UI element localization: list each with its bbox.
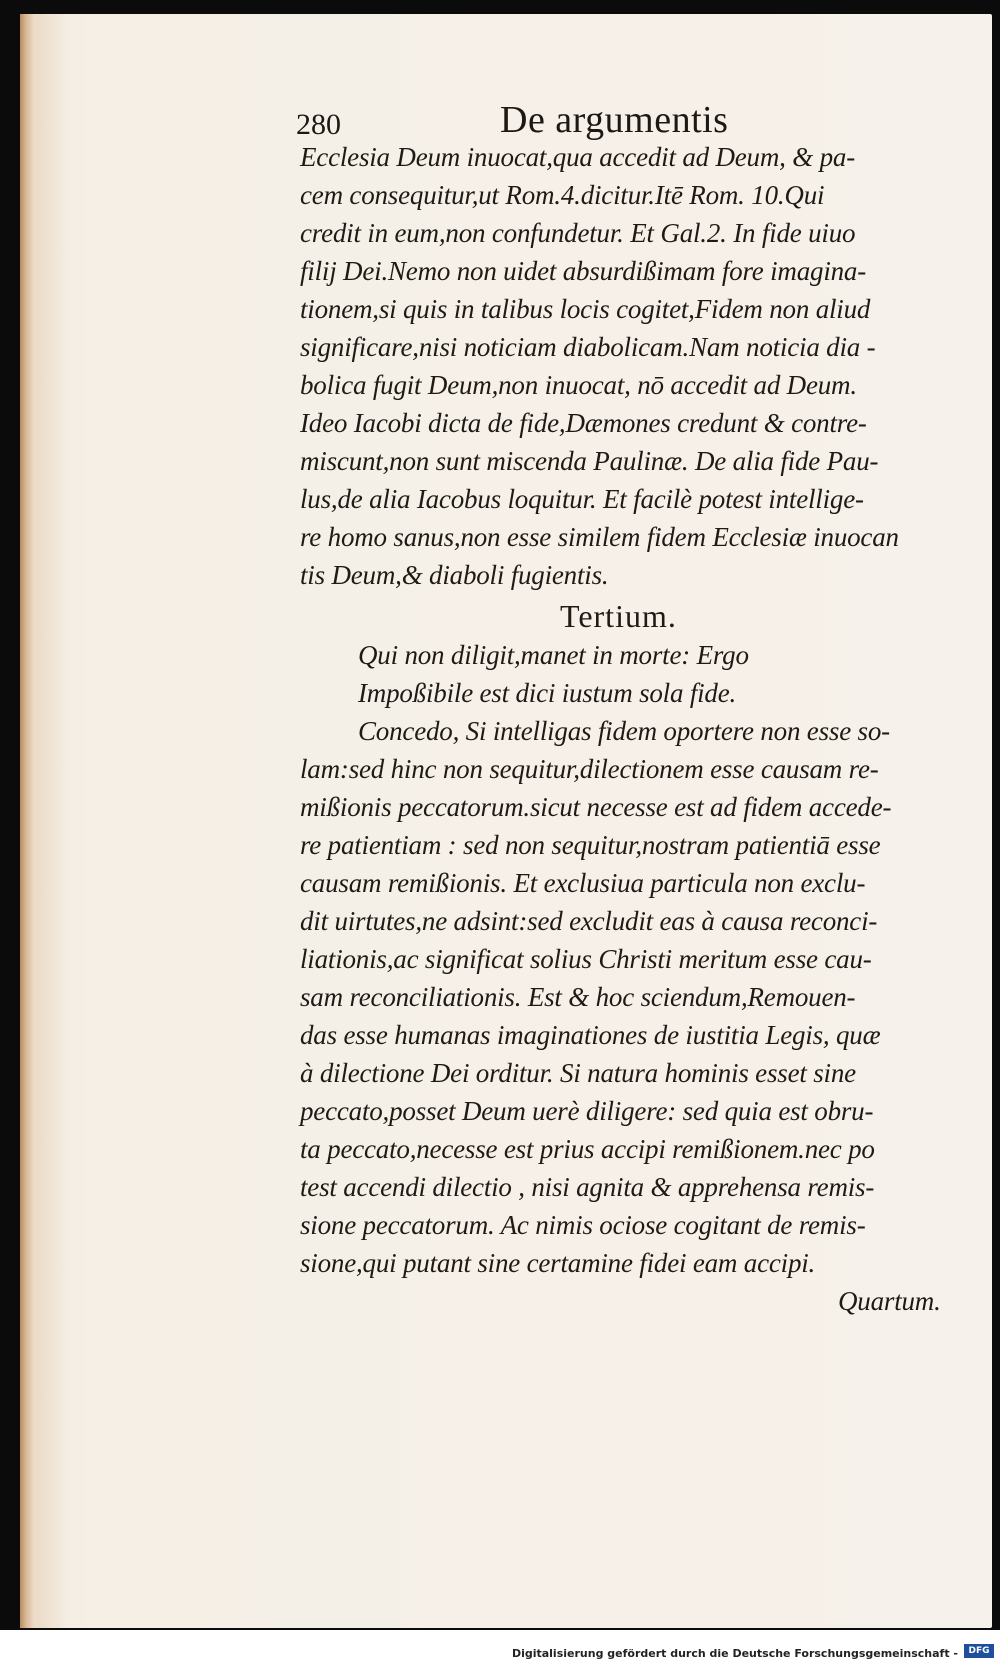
response-line: test accendi dilectio , nisi agnita & apprehensa remis- (300, 1172, 875, 1202)
argument-line: Impoßibile est dici iustum sola fide. (358, 678, 737, 708)
section-heading: Tertium. (560, 598, 677, 634)
body-line: filij Dei.Nemo non uidet absurdißimam fore imagina- (300, 256, 867, 286)
dfg-logo-icon: DFG (964, 1644, 994, 1658)
response-line: das esse humanas imaginationes de iustitia Legis, quæ (300, 1020, 881, 1050)
response-line: mißionis peccatorum.sicut necesse est ad fidem accede- (300, 792, 892, 822)
response-line: peccato,posset Deum uerè diligere: sed quia est obru- (300, 1096, 874, 1126)
body-line: miscunt,non sunt miscenda Paulinæ. De alia fide Pau- (300, 446, 879, 476)
response-line: Concedo, Si intelligas fidem oportere non esse so- (358, 716, 890, 746)
response-line: liationis,ac significat solius Christi meritum esse cau- (300, 944, 872, 974)
response-line: sione,qui putant sine certamine fidei eam accipi. (300, 1248, 816, 1278)
argument-line: Qui non diligit,manet in morte: Ergo (358, 640, 749, 670)
page-number: 280 (296, 108, 341, 141)
response-line: sam reconciliationis. Est & hoc sciendum,Remouen- (300, 982, 856, 1012)
funding-credit: Digitalisierung gefördert durch die Deutsche Forschungsgemeinschaft - (511, 1647, 958, 1660)
response-line: dit uirtutes,ne adsint:sed excludit eas à causa reconci- (300, 906, 878, 936)
running-title: De argumentis (500, 99, 729, 141)
body-line: cem consequitur,ut Rom.4.dicitur.Itē Rom. 10.Qui (300, 180, 825, 210)
response-line: sione peccatorum. Ac nimis ociose cogitant de remis- (300, 1210, 866, 1240)
body-line: tionem,si quis in talibus locis cogitet,Fidem non aliud (300, 294, 871, 324)
body-line: re homo sanus,non esse similem fidem Ecclesiæ inuocan (300, 522, 899, 552)
body-line: Ideo Iacobi dicta de fide,Dæmones credunt & contre- (300, 408, 867, 438)
body-line: lus,de alia Iacobus loquitur. Et facilè potest intellige- (300, 484, 864, 514)
response-line: lam:sed hinc non sequitur,dilectionem esse causam re- (300, 754, 879, 784)
body-line: credit in eum,non confundetur. Et Gal.2. In fide uiuo (300, 218, 856, 248)
body-line: tis Deum,& diaboli fugientis. (300, 560, 609, 590)
response-line: à dilectione Dei orditur. Si natura hominis esset sine (300, 1058, 856, 1088)
response-line: re patientiam : sed non sequitur,nostram patientiā esse (300, 830, 881, 860)
response-line: ta peccato,necesse est prius accipi remißionem.nec po (300, 1134, 875, 1164)
body-line: bolica fugit Deum,non inuocat, nō accedit ad Deum. (300, 370, 857, 400)
page-gutter-edge (20, 14, 68, 1628)
body-line: Ecclesia Deum inuocat,qua accedit ad Deum, & pa- (300, 142, 856, 172)
catchword: Quartum. (838, 1286, 941, 1316)
response-line: causam remißionis. Et exclusiua particula non exclu- (300, 868, 866, 898)
body-line: significare,nisi noticiam diabolicam.Nam noticia dia - (300, 332, 876, 362)
